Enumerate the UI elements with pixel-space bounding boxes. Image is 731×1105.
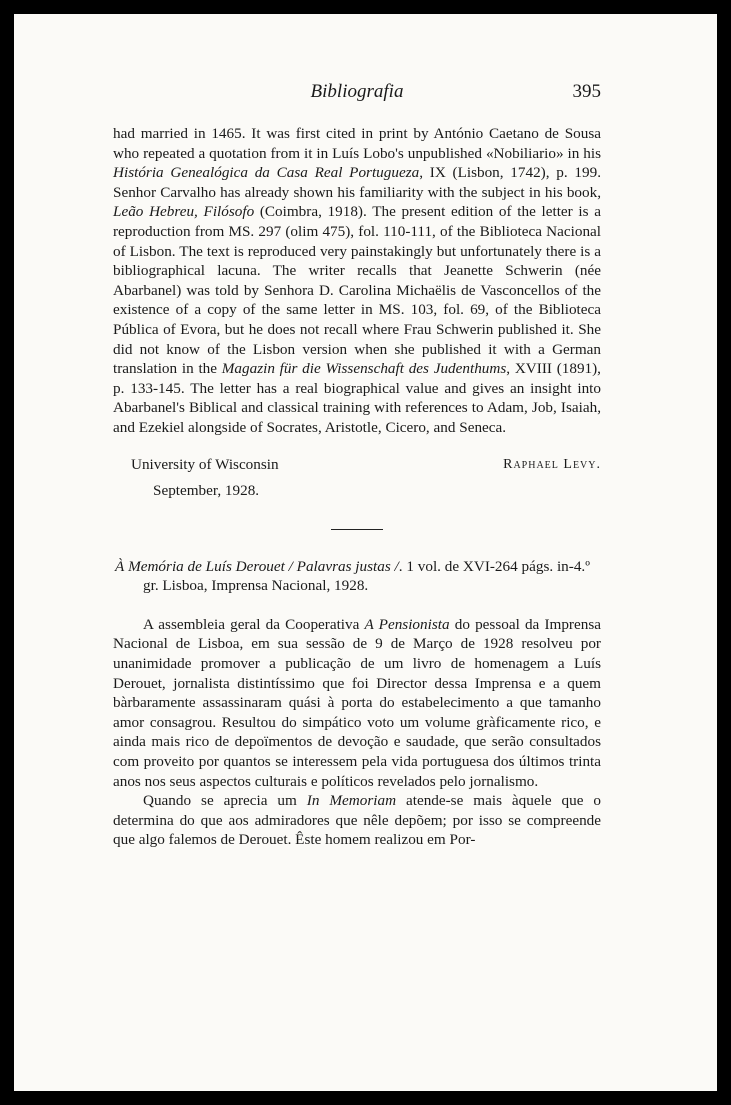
entry-run-1: . 1 vol. de XVI-264 págs. in-4.º gr. Lisboa, Imprensa Nacional, 1928. (143, 557, 590, 595)
signature-author: Raphael Levy. (503, 456, 601, 472)
page (14, 14, 717, 1091)
page-content (113, 80, 601, 850)
paragraph1-run-0: had married in 1465. It was first cited in print by António Caetano de Sousa who repeated a quotation from it in Luís Lobo's unpublished «Nobiliario» in his (113, 125, 601, 162)
entry-run-0: À Memória de Luís Derouet / Palavras justas / (115, 557, 399, 575)
review-p2-run-2: atende-se mais àquele que o determina do que aos admiradores que nêle depõem; por isso se compreende que algo falemos de Derouet. Êste homem realizou em Por- (113, 792, 601, 849)
review-paragraph-2 (113, 791, 601, 850)
review-p1-run-1: A Pensionista (364, 615, 450, 633)
review-paragraph-1 (113, 615, 601, 791)
bibliographic-entry (113, 557, 601, 596)
review-p2-run-0: Quando se aprecia um (143, 792, 307, 810)
section-divider (331, 529, 383, 530)
running-title: Bibliografia (310, 81, 404, 102)
paragraph1-run-6: , XVIII (1891), p. 133-145. The letter has a real biographical value and gives an insight into Abarbanel's Biblical and classical training with references to Adam, Job, Isaiah, and Ezekiel alongside of Socrates, Aristotle, Cicero, and Seneca. (113, 360, 601, 436)
page-number: 395 (572, 81, 601, 102)
review-body (113, 615, 601, 850)
signature-date: September, 1928. (153, 482, 260, 500)
signature-block (113, 455, 601, 501)
review-p1-run-0: A assembleia geral da Cooperativa (143, 615, 365, 633)
review-p1-run-2: do pessoal da Imprensa Nacional de Lisboa, em sua sessão de 9 de Março de 1928 resolveu por unanimidade promover a publicação de um livro de homenagem a Luís Derouet, jornalista distintíssimo que foi Director dessa Imprensa e a quem bàrbaramente assassinaram quási à porta do estabelecimento a que tamanho amor consagrou. Resultou do simpático voto um volume gràficamente rico, e ainda mais rico de depoïmentos de devoção e saudade, que serão consultados com proveito por quantos se interessem pela vida portuguesa dos últimos trinta anos nos seus aspectos culturais e políticos revelados pelo jornalismo. (113, 615, 601, 790)
paragraph1-run-3: Leão Hebreu, Filósofo (113, 203, 255, 221)
paragraph1-run-5: Magazin für die Wissenschaft des Judenthums (221, 360, 507, 378)
running-header (113, 80, 601, 110)
signature-institution: University of Wisconsin (131, 455, 279, 473)
paragraph1-run-4: (Coimbra, 1918). The present edition of the letter is a reproduction from MS. 297 (olim 475), fol. 110-111, of the Biblioteca Nacional of Lisbon. The text is reproduced very painstakingly but unfortunately there is a bibliographical lacuna. The writer recalls that Jeanette Schwerin (née Abarbanel) was told by Senhora D. Carolina Michaëlis de Vasconcellos of the existence of a copy of the same letter in MS. 103, fol. 69, of the Biblioteca Pública of Evora, but he does not recall where Frau Schwerin published it. She did not know of the Lisbon version when she published it with a German translation in the (113, 203, 601, 378)
paragraph1-run-1: História Genealógica da Casa Real Portugueza (113, 164, 420, 182)
paragraph1-run-2: , IX (Lisbon, 1742), p. 199. Senhor Carvalho has already shown his familiarity with the subject in his book, (113, 164, 601, 201)
review-p2-run-1: In Memoriam (306, 792, 397, 810)
review-paragraph-english (113, 124, 601, 438)
